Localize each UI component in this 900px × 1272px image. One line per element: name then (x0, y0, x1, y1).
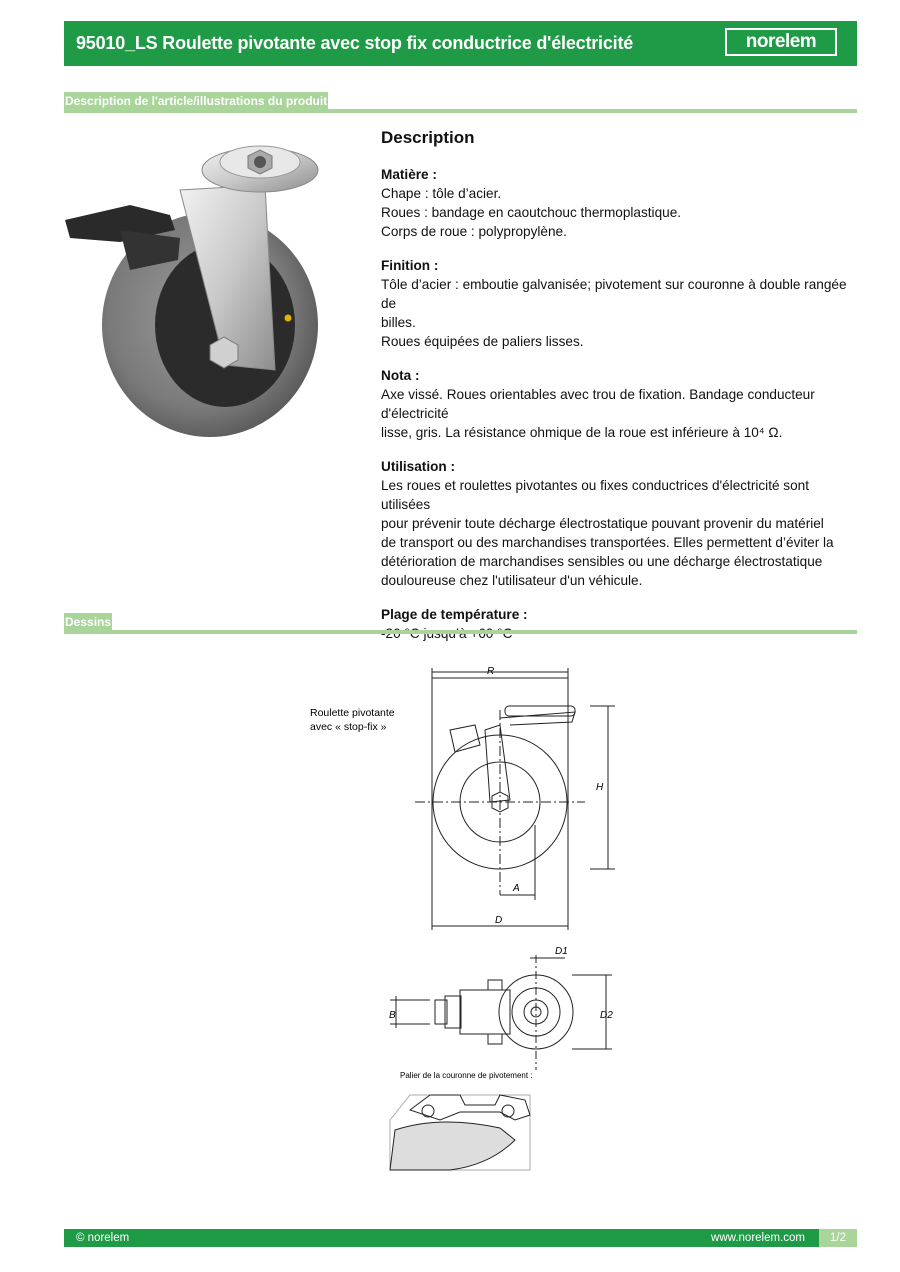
dim-label-h: H (596, 782, 604, 793)
section-divider (64, 630, 857, 634)
finition-line: Roues équipées de paliers lisses. (381, 334, 584, 349)
finition-line: billes. (381, 315, 416, 330)
nota-title: Nota : (381, 368, 420, 383)
product-photo (60, 120, 360, 440)
page-title: 95010_LS Roulette pivotante avec stop fix conductrice d'électricité (76, 33, 634, 53)
temperature-block (381, 605, 861, 643)
matiere-line: Corps de roue : polypropylène. (381, 224, 567, 239)
utilisation-line: douloureuse chez l'utilisateur d'un véhicule. (381, 573, 643, 588)
temperature-title: Plage de température : (381, 607, 528, 622)
description-panel (381, 128, 861, 658)
matiere-line: Roues : bandage en caoutchouc thermoplastique. (381, 205, 682, 220)
page-header (64, 21, 857, 66)
utilisation-title: Utilisation : (381, 459, 456, 474)
norelem-logo: norelem (725, 28, 837, 56)
dim-label-a: A (513, 883, 520, 894)
finition-line: Tôle d’acier : emboutie galvanisée; pivotement sur couronne à double rangée de (381, 277, 847, 311)
utilisation-line: de transport ou des marchandises transportées. Elles permettent d’éviter la (381, 535, 834, 550)
bearing-detail (390, 1095, 530, 1170)
matiere-title: Matière : (381, 167, 437, 182)
nota-line: lisse, gris. La résistance ohmique de la roue est inférieure à 10⁴ Ω. (381, 425, 783, 440)
dim-label-r: R (487, 666, 495, 677)
drawing-caption: avec « stop-fix » (310, 721, 387, 733)
finition-title: Finition : (381, 258, 439, 273)
section-label-drawings: Dessins (65, 615, 112, 629)
page-footer (64, 1229, 857, 1247)
nota-line: Axe vissé. Roues orientables avec trou de fixation. Bandage conducteur d'électricité (381, 387, 815, 421)
dim-label-d1: D1 (555, 946, 568, 957)
dim-label-d2: D2 (600, 1010, 613, 1021)
page-number: 1/2 (819, 1229, 857, 1247)
bearing-caption: Palier de la couronne de pivotement : (400, 1071, 533, 1080)
utilisation-line: Les roues et roulettes pivotantes ou fixes conductrices d'électricité sont utilisées (381, 478, 810, 512)
utilisation-line: pour prévenir toute décharge électrostatique pouvant provenir du matériel (381, 516, 824, 531)
drawing-caption: Roulette pivotante (310, 707, 395, 719)
caster-top-view (390, 955, 612, 1070)
matiere-block (381, 165, 861, 241)
finition-block (381, 256, 861, 351)
nota-block (381, 366, 861, 442)
dim-label-d: D (495, 915, 503, 926)
matiere-line: Chape : tôle d’acier. (381, 186, 502, 201)
technical-drawing (300, 650, 640, 1180)
section-label-description: Description de l'article/illustrations du produit (65, 94, 328, 108)
footer-website-link[interactable]: www.norelem.com (711, 1232, 805, 1244)
dim-label-b: B (389, 1010, 396, 1021)
footer-copyright: © norelem (76, 1232, 130, 1244)
description-heading: Description (381, 128, 475, 147)
utilisation-block (381, 457, 861, 590)
utilisation-line: détérioration de marchandises sensibles ou une décharge électrostatique (381, 554, 823, 569)
